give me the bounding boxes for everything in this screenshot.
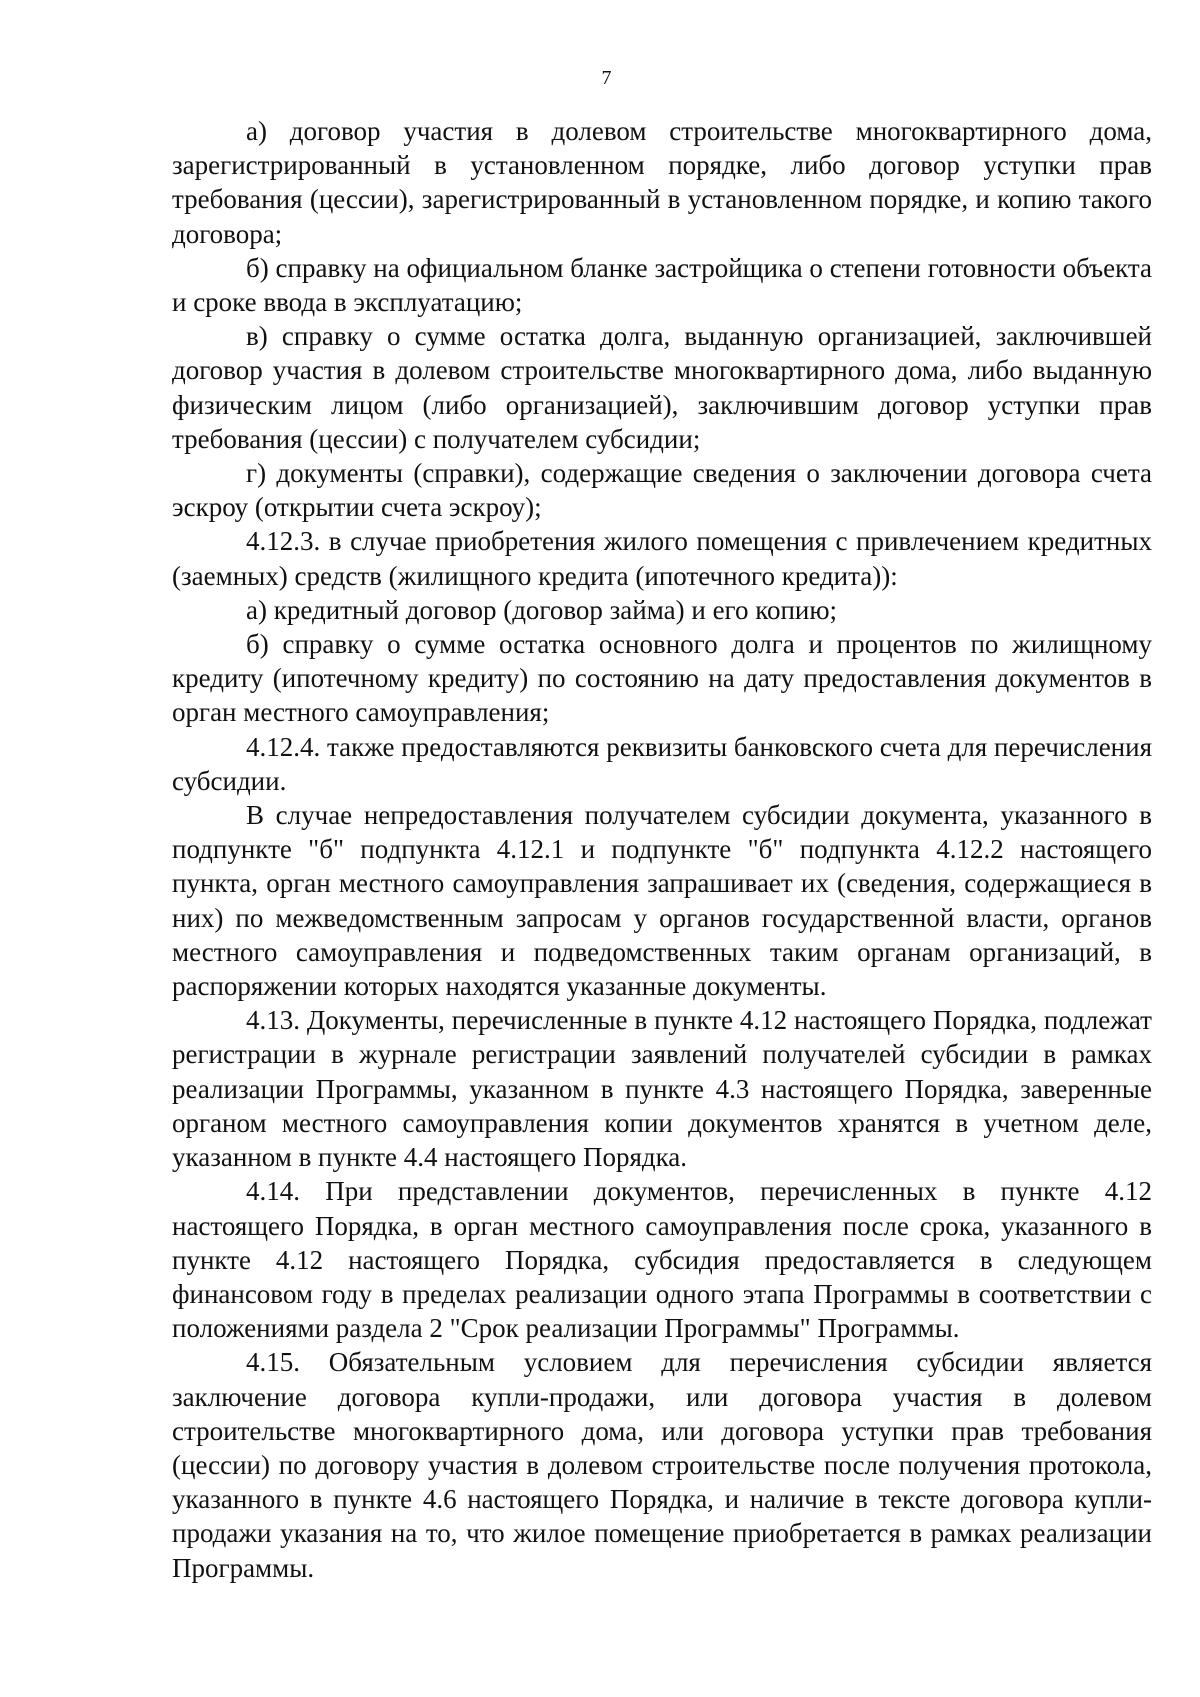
paragraph-item-b-credit-balance: б) справку о сумме остатка основного долга и процентов по жилищному кредиту (ипотечному кредиту) по состоянию на дату предоставления документов в орган местного самоуправления; <box>172 629 1152 728</box>
paragraph-item-a-credit-agreement: а) кредитный договор (договор займа) и его копию; <box>246 594 838 625</box>
paragraph-4-14: 4.14. При представлении документов, перечисленных в пункте 4.12 настоящего Порядка, в орган местного самоуправления после срока, указанного в пункте 4.12 настоящего Порядка, субсидия предоставляется в следующем финансовом году в пределах реализации одного этапа Программы в соответствии с положениями раздела 2 "Срок реализации Программы" Программы. <box>172 1176 1152 1344</box>
paragraph-item-b-developer-certificate: б) справку на официальном бланке застройщика о степени готовности объекта и сроке ввода в эксплуатацию; <box>172 252 1152 318</box>
page-number: 7 <box>601 67 612 89</box>
document-body <box>172 114 1152 1585</box>
paragraph-item-g-escrow-documents: г) документы (справки), содержащие сведения о заключении договора счета эскроу (открытии счета эскроу); <box>172 458 1152 523</box>
paragraph-non-submission: В случае непредоставления получателем субсидии документа, указанного в подпункте "б" подпункта 4.12.1 и подпункте "б" подпункта 4.12.2 настоящего пункта, орган местного самоуправления запрашивает их (сведения, содержащиеся в них) по межведомственным запросам у органов государственной власти, органов местного самоуправления и подведомственных таким органам организаций, в распоряжении которых находятся указанные документы. <box>172 800 1152 1002</box>
paragraph-4-13: 4.13. Документы, перечисленные в пункте 4.12 настоящего Порядка, подлежат регистрации в журнале регистрации заявлений получателей субсидии в рамках реализации Программы, указанном в пункте 4.3 настоящего Порядка, заверенные органом местного самоуправления копии документов хранятся в учетном деле, указанном в пункте 4.4 настоящего Порядка. <box>172 1005 1152 1173</box>
paragraph-item-v-debt-certificate: в) справку о сумме остатка долга, выданную организацией, заключившей договор участия в долевом строительстве многоквартирного дома, либо выданную физическим лицом (либо организацией), заключившим договор уступки прав требования (цессии) с получателем субсидии; <box>172 321 1152 454</box>
paragraph-4-12-4: 4.12.4. также предоставляются реквизиты банковского счета для перечисления субсидии. <box>172 731 1153 796</box>
paragraph-4-15: 4.15. Обязательным условием для перечисления субсидии является заключение договора купли-продажи, или договора участия в долевом строительстве многоквартирного дома, или договора уступки прав требования (цессии) по договору участия в долевом строительстве после получения протокола, указанного в пункте 4.6 настоящего Порядка, и наличие в тексте договора купли-продажи указания на то, что жилое помещение приобретается в рамках реализации Программы. <box>172 1347 1152 1583</box>
paragraph-item-a-contract: а) договор участия в долевом строительстве многоквартирного дома, зарегистрированный в установленном порядке, либо договор уступки прав требования (цессии), зарегистрированный в установленном порядке, и копию такого договора; <box>172 116 1152 249</box>
paragraph-4-12-3: 4.12.3. в случае приобретения жилого помещения с привлечением кредитных (заемных) средств (жилищного кредита (ипотечного кредита)): <box>172 526 1152 591</box>
